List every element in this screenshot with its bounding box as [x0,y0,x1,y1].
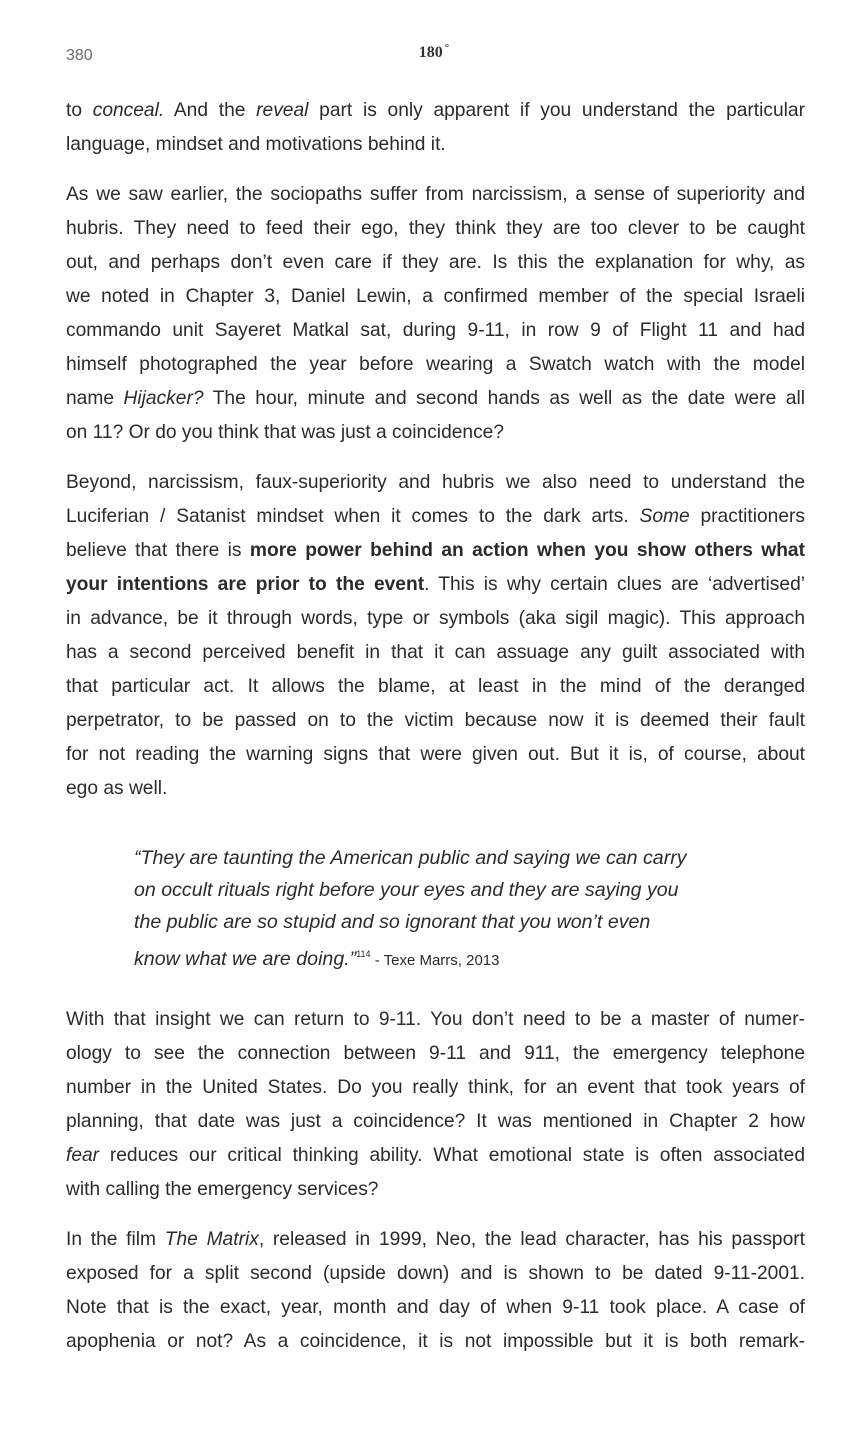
paragraph-line: hubris. They need to feed their ego, they think they are too clever to be caught [66,218,805,239]
paragraph-line: With that insight we can return to 9-11. You don’t need to be a master of numer- [66,1009,805,1030]
bold-phrase: more power behind an action when you show others what [249,540,805,561]
paragraph-line: to conceal. And the reveal part is only apparent if you understand the particular [66,100,805,121]
emphasis-reveal: reveal [256,100,309,121]
paragraph-line: himself photographed the year before wearing a Swatch watch with the model [66,354,805,375]
running-head [0,42,868,62]
quote-line: know what we are doing.”$^{114}$ - Texe Marrs, 2013 [134,948,500,970]
paragraph-line: commando unit Sayeret Matkal sat, during 9-11, in row 9 of Flight 11 and had [66,320,805,341]
paragraph-line: Beyond, narcissism, faux-superiority and hubris we also need to understand the [66,472,805,493]
paragraph-line: ology to see the connection between 9-11 and 911, the emergency telephone [66,1043,805,1064]
emphasis-the-matrix: The Matrix [164,1229,259,1250]
quote-attribution: - Texe Marrs, 2013 [370,952,500,969]
emphasis-fear: fear [66,1145,100,1166]
paragraph-line: believe that there is more power behind an action when you show others what [66,540,805,561]
paragraph-line: perpetrator, to be passed on to the victim because now it is deemed their fault [66,710,805,731]
degree-sign: ° [444,42,450,54]
paragraph-line: fear reduces our critical thinking ability. What emotional state is often associated [66,1145,805,1166]
paragraph-2 [66,178,805,450]
emphasis-hijacker: Hijacker? [123,388,204,409]
block-quote [134,842,754,977]
footnote-marker: 114 [356,949,371,959]
quote-line: on occult rituals right before your eyes and they are saying you [134,879,679,901]
paragraph-line: In the film The Matrix, released in 1999, Neo, the lead character, has his passport [66,1229,805,1250]
paragraph-line: has a second perceived benefit in that it can assuage any guilt associated with [66,642,805,663]
paragraph-line: on 11? Or do you think that was just a coincidence? [66,422,505,443]
paragraph-line: exposed for a split second (upside down) and is shown to be dated 9-11-2001. [66,1263,805,1284]
paragraph-line: apophenia or not? As a coincidence, it is not impossible but it is both remark- [66,1331,805,1352]
paragraph-line: for not reading the warning signs that were given out. But it is, of course, about [66,744,805,765]
paragraph-line: with calling the emergency services? [66,1179,379,1200]
emphasis-conceal: conceal. [92,100,165,121]
paragraph-line: number in the United States. Do you really think, for an event that took years of [66,1077,805,1098]
paragraph-1 [66,94,805,162]
paragraph-line: As we saw earlier, the sociopaths suffer from narcissism, a sense of superiority and [66,184,805,205]
paragraph-line: name Hijacker? The hour, minute and second hands as well as the date were all [66,388,805,409]
paragraph-5 [66,1223,805,1359]
paragraph-line: in advance, be it through words, type or symbols (aka sigil magic). This approach [66,608,805,629]
quote-line: the public are so stupid and so ignorant that you won’t even [134,911,651,933]
paragraph-line: your intentions are prior to the event. This is why certain clues are ‘advertised’ [66,574,805,595]
paragraph-4 [66,1003,805,1207]
paragraph-line: out, and perhaps don’t even care if they are. Is this the explanation for why, as [66,252,805,273]
paragraph-line: Note that is the exact, year, month and day of when 9-11 took place. A case of [66,1297,805,1318]
paragraph-3 [66,466,805,806]
emphasis-some: Some [639,506,690,527]
running-head-number: 180 [418,44,443,61]
paragraph-line: Luciferian / Satanist mindset when it comes to the dark arts. Some practitioners [66,506,806,527]
bold-phrase: your intentions are prior to the event [66,574,425,595]
paragraph-line: ego as well. [66,778,168,799]
paragraph-line: we noted in Chapter 3, Daniel Lewin, a confirmed member of the special Israeli [66,286,805,307]
quote-line: “They are taunting the American public and saying we can carry [134,847,687,869]
page-number: 380 [66,47,93,64]
paragraph-line: that particular act. It allows the blame, at least in the mind of the deranged [66,676,805,697]
paragraph-line: language, mindset and motivations behind it. [66,134,446,155]
paragraph-line: planning, that date was just a coincidence? It was mentioned in Chapter 2 how [66,1111,805,1132]
